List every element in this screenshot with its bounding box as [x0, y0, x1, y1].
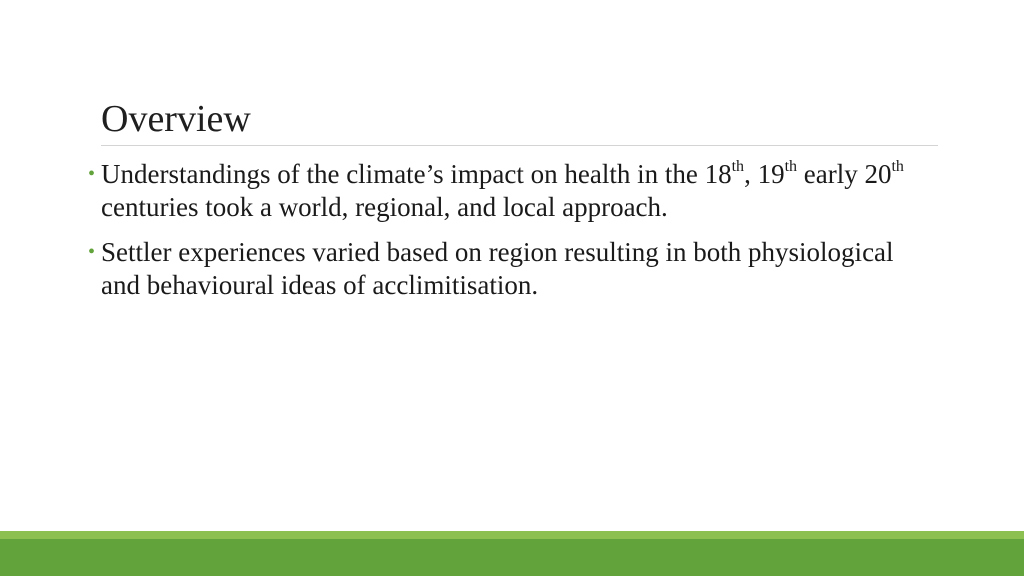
bullet-marker: • [88, 163, 96, 185]
bullet-list [88, 158, 908, 314]
title-divider [101, 145, 938, 146]
ordinal-suffix: th [784, 158, 798, 175]
footer-band-light [0, 531, 1024, 539]
ordinal-suffix: th [731, 158, 745, 175]
bullet-marker: • [88, 241, 96, 263]
footer-band [0, 539, 1024, 576]
bullet-text-part: centuries took a world, regional, and local approach. [101, 192, 668, 222]
bullet-text-part: early 20 [797, 159, 892, 189]
bullet-item-1 [88, 158, 908, 224]
bullet-text-part: , 19 [744, 159, 785, 189]
ordinal-suffix: th [891, 158, 904, 175]
bullet-text: Settler experiences varied based on region resulting in both physiological and behavioural ideas of acclimitisation. [101, 237, 894, 300]
slide-title: Overview [101, 98, 251, 140]
bullet-text-part: Understandings of the climate’s impact on health in the 18 [101, 159, 732, 189]
bullet-item-2 [88, 236, 908, 302]
